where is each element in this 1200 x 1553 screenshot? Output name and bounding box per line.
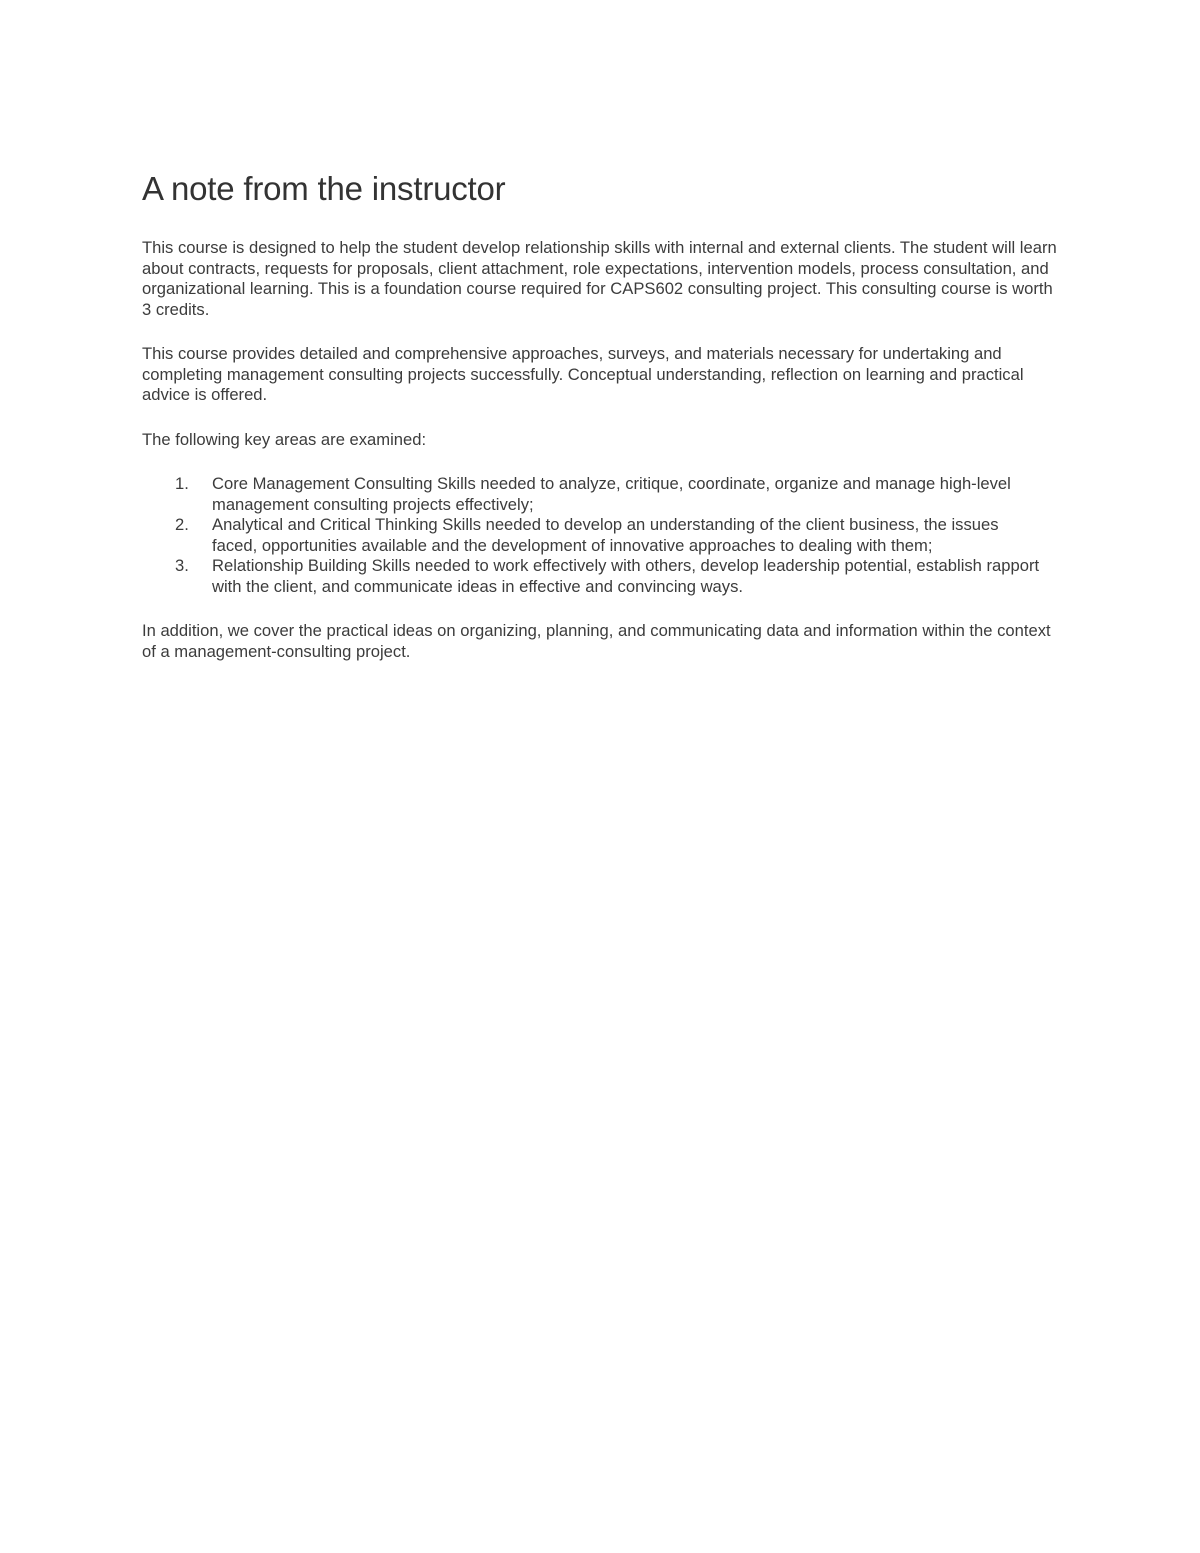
closing-paragraph: In addition, we cover the practical ideas on organizing, planning, and communicating data and information within the context of a management-consulting project. xyxy=(142,621,1051,661)
list-item-number: 3. xyxy=(175,556,189,575)
list-item-number: 2. xyxy=(175,515,189,534)
list-item xyxy=(142,556,1062,597)
list-item-text: Core Management Consulting Skills needed to analyze, critique, coordinate, organize and manage high-level management consulting projects effectively; xyxy=(212,474,1011,514)
key-areas-list xyxy=(142,474,1062,597)
list-item xyxy=(142,515,1062,556)
document-page xyxy=(142,168,1062,686)
intro-paragraph: This course is designed to help the student develop relationship skills with internal and external clients. The student will learn about contracts, requests for proposals, client attachment, role expectations, intervention models, process consultation, and organizational learning. This is a foundation course required for CAPS602 consulting project. This consulting course is worth 3 credits. xyxy=(142,238,1057,319)
list-item-text: Analytical and Critical Thinking Skills needed to develop an understanding of the client business, the issues faced, opportunities available and the development of innovative approaches to dealing with them; xyxy=(212,515,999,555)
page-title: A note from the instructor xyxy=(142,170,506,207)
key-areas-intro: The following key areas are examined: xyxy=(142,429,427,449)
list-item-number: 1. xyxy=(175,474,189,493)
list-item-text: Relationship Building Skills needed to work effectively with others, develop leadership potential, establish rapport with the client, and communicate ideas in effective and convincing ways. xyxy=(212,556,1040,596)
list-item xyxy=(142,474,1062,515)
approach-paragraph: This course provides detailed and comprehensive approaches, surveys, and materials necessary for undertaking and completing management consulting projects successfully. Conceptual understanding, reflection on learning and practical advice is offered. xyxy=(142,344,1024,404)
